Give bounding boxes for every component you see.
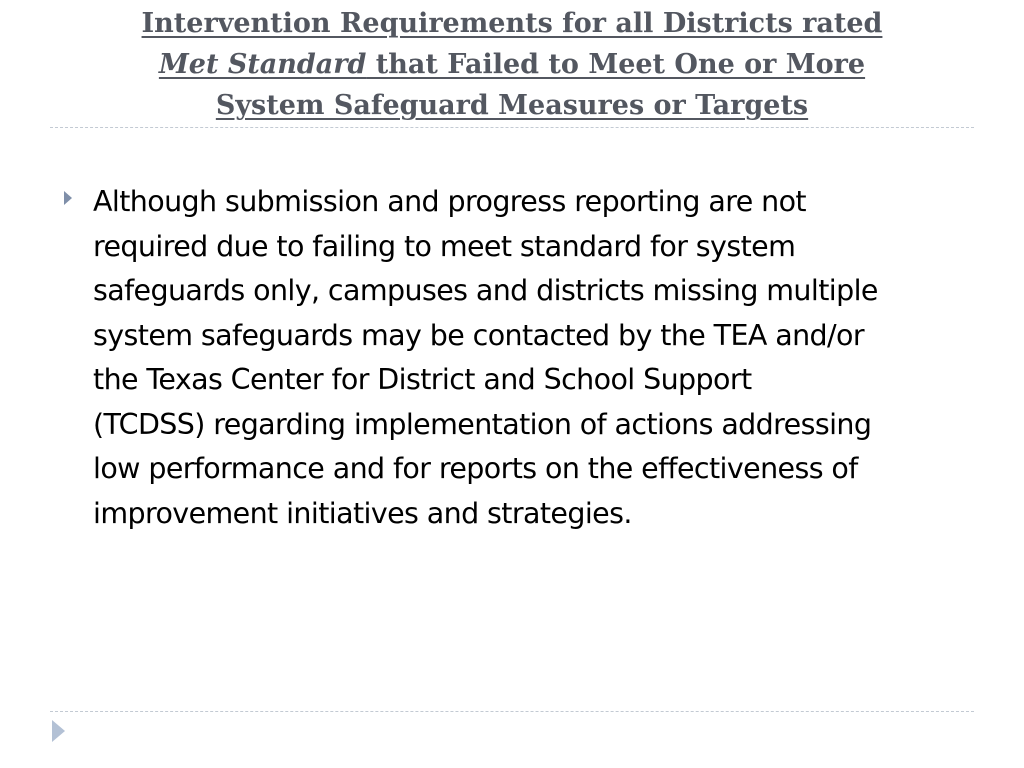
title-line-1-text: Intervention Requirements for all Districts rated	[141, 8, 883, 39]
bullet-text-line: system safeguards may be contacted by the TEA and/or	[93, 318, 864, 352]
bullet-list	[60, 180, 960, 536]
bullet-text-line: safeguards only, campuses and districts missing multiple	[93, 274, 878, 307]
bullet-text-line: the Texas Center for District and School Support	[93, 363, 752, 396]
bullet-item	[60, 180, 960, 536]
bullet-text-line: required due to failing to meet standard for system	[93, 229, 796, 263]
bullet-text-line: (TCDSS) regarding implementation of actions addressing	[93, 407, 872, 441]
title-line-3-text: System Safeguard Measures or Targets	[215, 90, 809, 121]
corner-triangle-icon	[52, 720, 65, 742]
slide-title	[40, 3, 984, 126]
title-line-2-rest: that Failed to Meet One or More	[366, 49, 866, 80]
title-line-2	[40, 44, 984, 85]
triangle-bullet-icon	[64, 191, 72, 205]
title-divider	[50, 127, 974, 128]
title-line-1	[40, 3, 984, 44]
bullet-text	[93, 180, 960, 536]
title-line-3	[40, 85, 984, 126]
bullet-text-line: Although submission and progress reporting are not	[93, 185, 806, 218]
bullet-text-line: improvement initiatives and strategies.	[93, 496, 632, 530]
footer-divider	[50, 711, 974, 712]
bullet-text-line: low performance and for reports on the effectiveness of	[93, 452, 858, 485]
title-emphasis-met-standard: Met Standard	[158, 49, 367, 80]
title-line-2-text	[159, 49, 865, 80]
